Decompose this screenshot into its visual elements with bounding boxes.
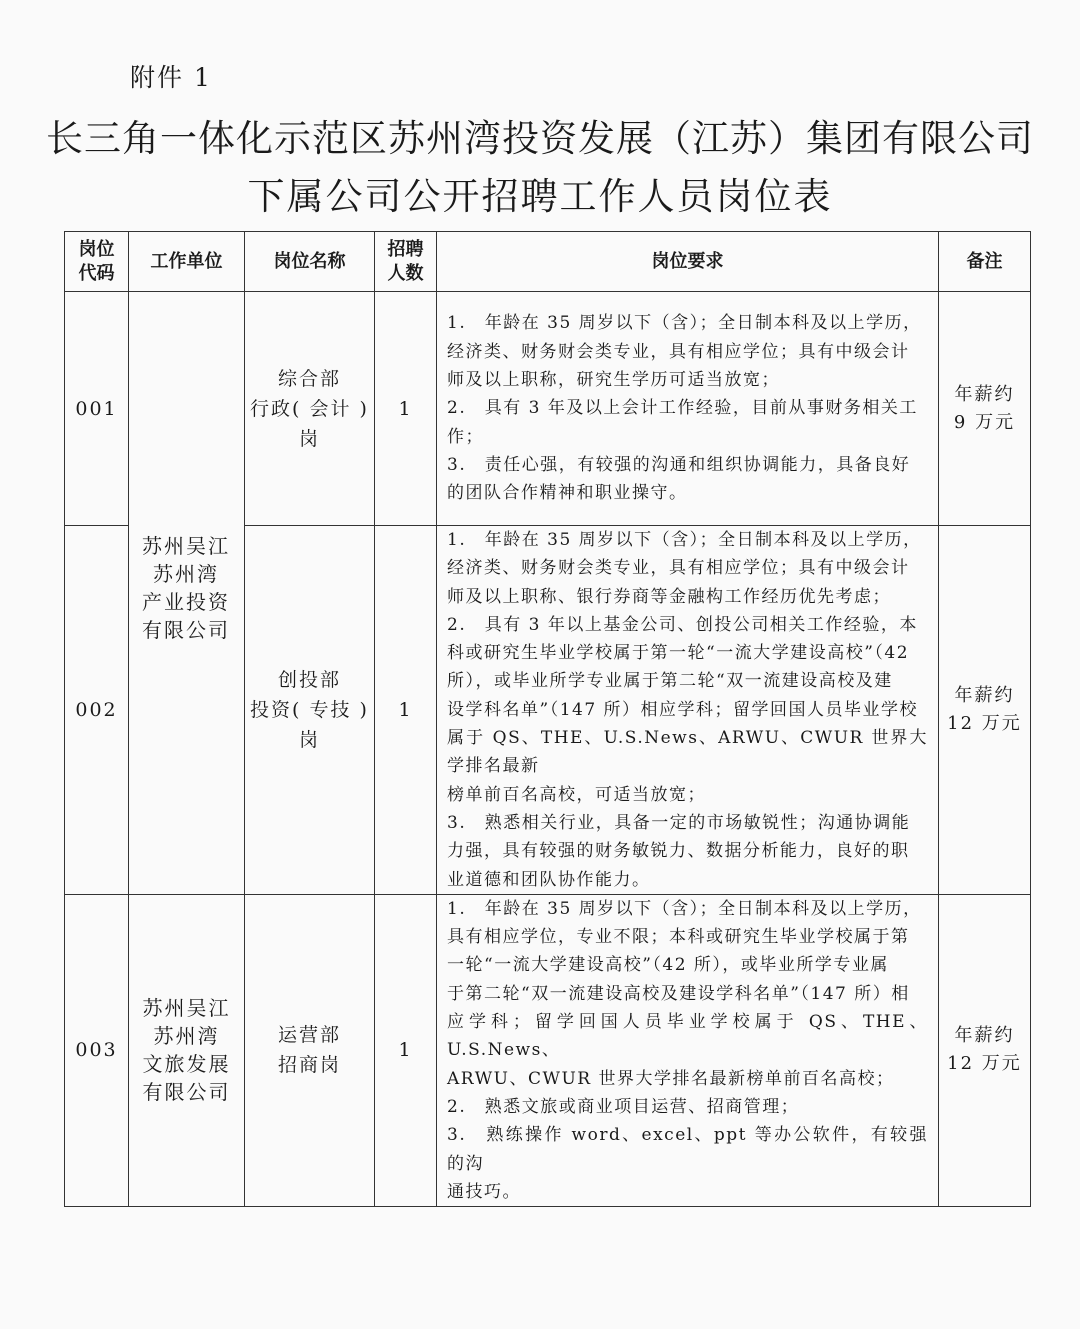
table-row <box>65 894 1031 1206</box>
col-header-remark: 备注 <box>939 232 1031 292</box>
col-header-requirements: 岗位要求 <box>437 232 939 292</box>
requirements-cell: 1. 年龄在 35 周岁以下（含）；全日制本科及以上学历， 经济类、财务财会类专业，具有相应学位；具有中级会计 师及以上职称，研究生学历可适当放宽； 2. 具有 3 年及以上会计工作经验，目前从事财务相关工 作； 3. 责任心强，有较强的沟通和组织协调能力，具备良好 的团队合作精神和职业操守。 <box>437 292 939 526</box>
position-cell: 运营部 招商岗 <box>245 894 375 1206</box>
code-cell: 003 <box>65 894 129 1206</box>
page-title-line1: 长三角一体化示范区苏州湾投资发展（江苏）集团有限公司 <box>46 117 1034 160</box>
remark-cell: 年薪约 12 万元 <box>939 894 1031 1206</box>
requirements-cell: 1. 年龄在 35 周岁以下（含）；全日制本科及以上学历， 经济类、财务财会类专业，具有相应学位；具有中级会计 师及以上职称、银行券商等金融构工作经历优先考虑； 2. 具有 3 年以上基金公司、创投公司相关工作经验，本 科或研究生毕业学校属于第一轮“一流大学建设高校”（42 所），或毕业所学专业属于第二轮“双一流建设高校及建 设学科名单”（147 所）相应学科；留学回国人员毕业学校 属于 QS、THE、U.S.News、ARWU、CWUR 世界大学排名最新 榜单前百名高校，可适当放宽； 3. 熟悉相关行业，具备一定的市场敏锐性；沟通协调能 力强，具有较强的财务敏锐力、数据分析能力，良好的职 业道德和团队协作能力。 <box>437 526 939 895</box>
table-header-row <box>65 232 1031 292</box>
position-cell: 综合部 行政( 会计 ) 岗 <box>245 292 375 526</box>
count-cell: 1 <box>375 894 437 1206</box>
col-header-code: 岗位 代码 <box>65 232 129 292</box>
position-cell: 创投部 投资( 专技 ) 岗 <box>245 526 375 895</box>
code-cell: 001 <box>65 292 129 526</box>
col-header-count: 招聘 人数 <box>375 232 437 292</box>
count-cell: 1 <box>375 526 437 895</box>
attachment-label: 附件 1 <box>130 63 212 92</box>
count-cell: 1 <box>375 292 437 526</box>
page-title-line2: 下属公司公开招聘工作人员岗位表 <box>247 175 833 218</box>
code-cell: 002 <box>65 526 129 895</box>
col-header-position: 岗位名称 <box>245 232 375 292</box>
requirements-cell: 1. 年龄在 35 周岁以下（含）；全日制本科及以上学历， 具有相应学位，专业不限；本科或研究生毕业学校属于第 一轮“一流大学建设高校”（42 所），或毕业所学专业属 于第二轮“双一流建设高校及建设学科名单”（147 所）相 应学科；留学回国人员毕业学校属于 QS、THE、U.S.News、 ARWU、CWUR 世界大学排名最新榜单前百名高校； 2. 熟悉文旅或商业项目运营、招商管理； 3. 熟练操作 word、excel、ppt 等办公软件，有较强的沟 通技巧。 <box>437 894 939 1206</box>
merged-unit-label: 苏州吴江 苏州湾 产业投资 有限公司 <box>142 534 230 642</box>
col-header-unit: 工作单位 <box>129 232 245 292</box>
remark-cell: 年薪约 12 万元 <box>939 526 1031 895</box>
unit-cell: 苏州吴江 苏州湾 文旅发展 有限公司 <box>129 894 245 1206</box>
table-row <box>65 292 1031 526</box>
position-table <box>64 231 1031 1207</box>
remark-cell: 年薪约 9 万元 <box>939 292 1031 526</box>
